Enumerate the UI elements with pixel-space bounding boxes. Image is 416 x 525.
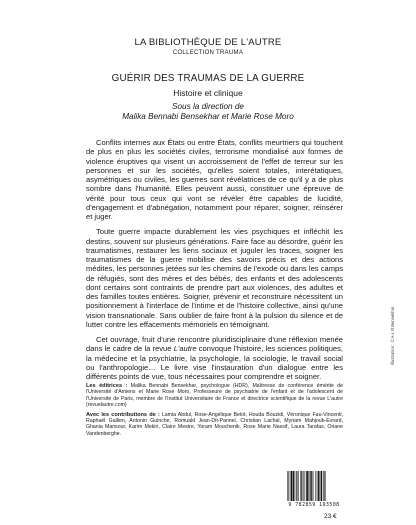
price: 23 €: [324, 513, 337, 520]
book-title: GUÉRIR DES TRAUMAS DE LA GUERRE: [111, 73, 305, 84]
blurb-p3-start: Cet ouvrage, fruit d'une rencontre pluridisciplinaire d'une réflexion menée dans le cadre de la revue: [86, 335, 343, 354]
book-direction: [0, 102, 416, 122]
editors-credit: [86, 383, 343, 409]
contributors-text: Lamia Abdul, Rose-Angélique Belot, Houda Bouzidi, Véronique Fau-Vincenti, Raphaël Gallien, Antonin Guinche, Romuald Jean-Dit-Pannel, Christian Lachal, Myriam Mahjoub-Evrard, Ghania Mansour, Karim Mekiri, Claire Mestre, Yoram Mouchenik, Rose Marie Nassif, Laura Tarafas, Oriane Vandenberghe.: [86, 411, 343, 437]
title-block: [0, 73, 416, 122]
barcode: [286, 471, 342, 508]
illustration-credit: Illustration : © A-L R Bensekhar: [390, 306, 395, 365]
series-header: [0, 37, 416, 56]
editors-text: Malika Bennabi Bensekhar, psychologue (HDR), Maîtresse de conférence émérite de l'Université d'Amiens et Marie Rose Moro, Professeure de psychiatrie de l'enfant et de l'adolescent de l'Université de Paris, membre de l'Institut Universitaire de France et directrice scientifique de la revue L'autre (revuelautre.com): [86, 383, 343, 409]
barcode-icon: [286, 471, 342, 501]
blurb-p3-end: convoque l'histoire, les sciences politiques, la médecine et la psychiatrie, la psychologie, la sociologie, le travail social ou l'anthropologie… Le livre vise l'instauration d'un dialogue entre les différents points de vue, tous nécessaires pour comprendre et soigner.: [86, 344, 343, 381]
credits: [86, 383, 343, 440]
isbn-number: 9 782859 193508: [288, 502, 340, 508]
contributors-credit: [86, 412, 343, 438]
blurb: [86, 138, 343, 381]
book-subtitle: Histoire et clinique: [173, 88, 243, 98]
journal-name: L'autre: [173, 344, 197, 354]
contributors-label: Avec les contributions de :: [86, 411, 160, 418]
direction-line: Sous la direction de: [172, 102, 244, 111]
editors-line: Malika Bennabi Bensekhar et Marie Rose Moro: [122, 112, 294, 121]
blurb-paragraph-2: Toute guerre impacte durablement les vies psychiques et infléchit les destins, souvent sur plusieurs générations. Faire face au désordre, guérir les traumatismes, restaurer les liens sociaux et juguler les traces, soigner les traumatismes de la guerre mobilise des savoirs précis et des actions médites, les personnes jetées sur les chemins de l'exode ou dans les camps de réfugiés, sont des mères et des bébés, des enfants et des adolescents dont certains sont contraints de prendre part aux violences, des adultes et des familles toutes entières. Soigner, prévenir et reconstruire nécessitent un positionnement à l'interface de l'intime et de l'histoire collective, ainsi qu'une vision transnationale. Sans oublier de faire front à la pulsion du silence et de lutter contre les effacements mémoriels en témoignant.: [86, 227, 343, 329]
blurb-paragraph-3: [86, 335, 343, 381]
series-name: LA BIBLIOTHÈQUE DE L'AUTRE: [134, 37, 282, 48]
blurb-paragraph-1: Conflits internes aux États ou entre États, conflits meurtriers qui touchent de plus en plus les sociétés civiles, terrorisme mondialisé aux formes de violence éruptives qui visent un accroissement de l'effet de terreur sur les personnes et sur les sociétés, qu'elles soient totales, interétatiques, asymétriques ou civiles, les guerres sont révélatrices de ce qu'il y a de plus sombre dans l'humanité. Elles peuvent aussi, constituer une épreuve de vérité pour tous ceux qui vont se révéler être capables de lucidité, d'engagement et d'abnégation, notamment pour réparer, soigner, réinsérer et juger.: [86, 138, 343, 221]
collection-name: COLLECTION TRAUMA: [172, 50, 244, 56]
editors-label: Les éditrices :: [86, 383, 128, 389]
